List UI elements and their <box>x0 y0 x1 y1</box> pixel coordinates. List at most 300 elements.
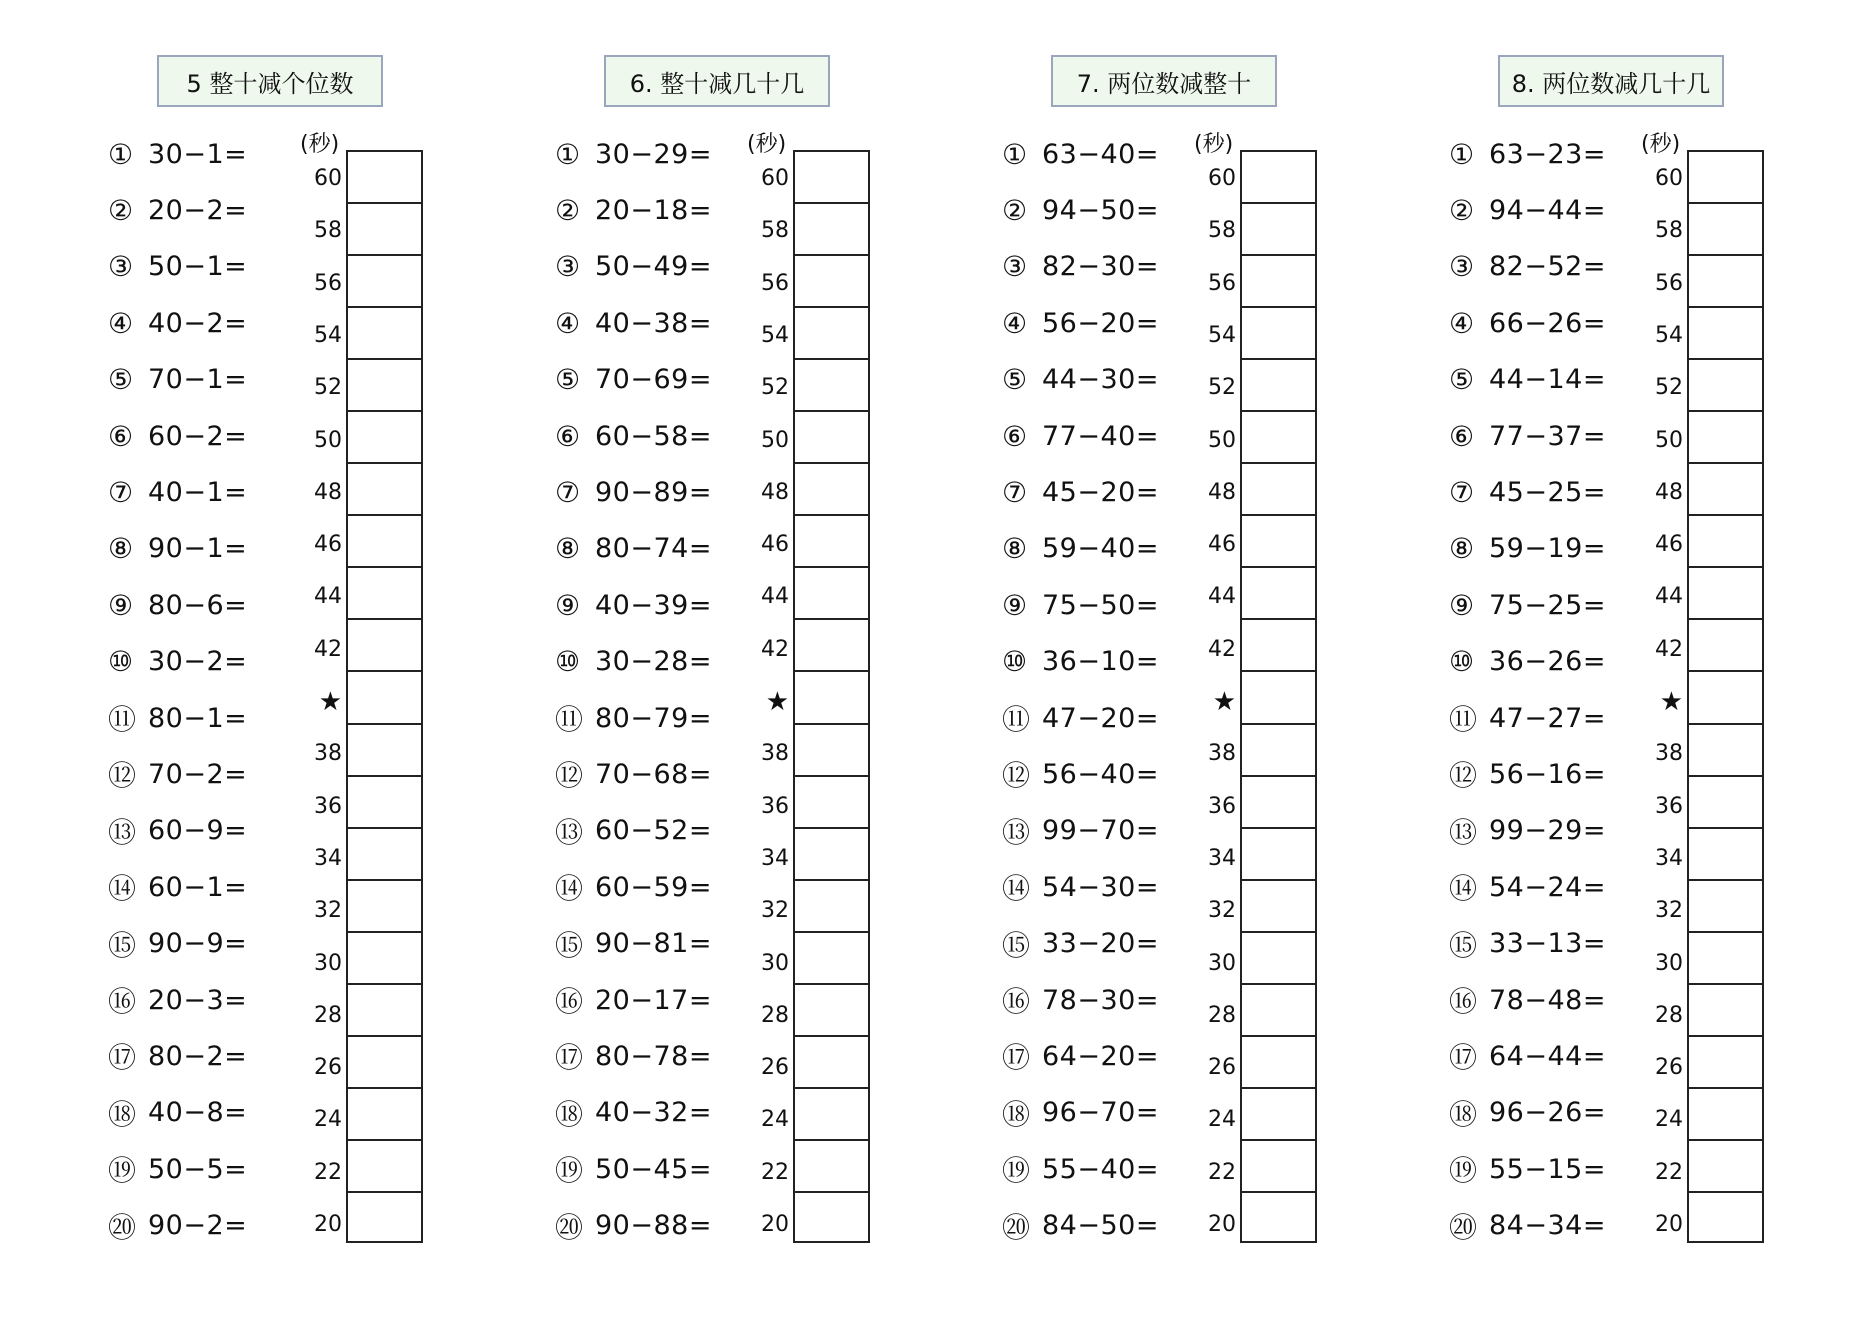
problem-row <box>555 1036 712 1076</box>
problem-number: ⑲ <box>555 1154 584 1188</box>
time-bar-cell[interactable] <box>1242 983 1315 1037</box>
problem-number: ⑭ <box>1449 872 1478 906</box>
problem-number: ⑤ <box>1002 363 1028 397</box>
time-tick-label: 20 <box>1208 1212 1236 1237</box>
time-tick-label: 22 <box>314 1159 342 1185</box>
time-bar-cell[interactable] <box>1242 462 1315 516</box>
problem-number: ① <box>108 137 134 171</box>
problem-expression: 84−50= <box>1042 1210 1159 1242</box>
problem-row <box>1002 867 1159 907</box>
problem-expression: 60−52= <box>595 815 712 847</box>
problem-expression: 40−32= <box>595 1097 712 1129</box>
time-tick-label: 36 <box>761 793 789 819</box>
problem-number: ⑪ <box>108 703 137 736</box>
problem-expression: 47−20= <box>1042 702 1159 734</box>
time-bar-cell[interactable] <box>348 723 421 777</box>
time-bar-cell[interactable] <box>348 1191 421 1245</box>
time-tick-label: 30 <box>761 950 789 976</box>
problem-row <box>1449 1036 1606 1076</box>
time-bar-bottom <box>348 1241 421 1243</box>
time-tick-label: 50 <box>1208 427 1236 453</box>
time-bar-cell[interactable] <box>1689 983 1762 1037</box>
problem-number: ⑦ <box>108 475 134 509</box>
time-bar-cell[interactable] <box>1242 775 1315 829</box>
time-bar-cell[interactable] <box>1242 1035 1315 1089</box>
problem-number: ⑯ <box>1002 985 1031 1018</box>
time-bar-cell[interactable] <box>1242 202 1315 256</box>
problem-number: ⑫ <box>1002 759 1031 793</box>
problem-row <box>1449 1149 1606 1189</box>
time-bar-cell[interactable] <box>1242 1191 1315 1245</box>
time-bar-cell[interactable] <box>348 566 421 620</box>
time-tick-label: 20 <box>1655 1212 1683 1237</box>
problem-number: ⑦ <box>1449 475 1475 509</box>
time-tick-label: 44 <box>314 584 342 610</box>
problem-row <box>555 416 712 456</box>
time-tick-label: 24 <box>1655 1107 1683 1133</box>
time-bar-cell[interactable] <box>1689 566 1762 620</box>
problem-row <box>1449 303 1606 343</box>
problem-number: ⑥ <box>108 419 134 453</box>
star-marker: ★ <box>765 687 789 717</box>
problem-row <box>1449 247 1606 287</box>
time-bar-cell[interactable] <box>348 410 421 464</box>
time-bar-cell[interactable] <box>1689 202 1762 256</box>
time-bar-cell[interactable] <box>348 462 421 516</box>
problem-expression: 59−40= <box>1042 533 1159 565</box>
problem-expression: 70−68= <box>595 758 712 790</box>
problem-expression: 55−40= <box>1042 1153 1159 1185</box>
time-bar-cell[interactable] <box>1242 618 1315 672</box>
time-bar-cell[interactable] <box>1242 306 1315 360</box>
time-tick-label: 58 <box>314 218 342 244</box>
time-tick-label: 48 <box>1655 479 1683 505</box>
problem-expression: 90−81= <box>595 928 712 960</box>
time-tick-label: 48 <box>761 479 789 505</box>
time-bar-cell[interactable] <box>348 1087 421 1141</box>
time-bar-cell[interactable] <box>1689 775 1762 829</box>
time-bar-cell[interactable] <box>1242 410 1315 464</box>
problem-number: ⑦ <box>555 475 581 509</box>
time-bar-cell[interactable] <box>795 1087 868 1141</box>
problem-number: ⑩ <box>1002 645 1028 679</box>
time-bar-cell[interactable] <box>795 983 868 1037</box>
problem-number: ⑪ <box>555 703 584 736</box>
time-bar-cell[interactable] <box>348 514 421 568</box>
time-tick-label: 52 <box>314 375 342 401</box>
time-tick-label: 36 <box>314 793 342 819</box>
time-tick-label: 60 <box>761 166 789 191</box>
time-bar-cell[interactable] <box>795 1035 868 1089</box>
problem-row <box>555 1093 712 1133</box>
time-bar-cell[interactable] <box>1242 150 1315 204</box>
time-bar <box>1240 150 1317 1243</box>
time-bar-cell[interactable] <box>795 618 868 672</box>
problem-number: ③ <box>555 250 581 284</box>
problem-expression: 54−30= <box>1042 871 1159 903</box>
problem-expression: 70−1= <box>148 364 248 396</box>
problem-number: ⑳ <box>1449 1210 1478 1244</box>
time-bar-cell[interactable] <box>1242 1087 1315 1141</box>
time-bar-cell[interactable] <box>795 202 868 256</box>
problem-expression: 80−78= <box>595 1040 712 1072</box>
problem-row <box>1002 585 1159 625</box>
problem-row <box>108 811 247 851</box>
problem-number: ⑯ <box>108 985 137 1018</box>
time-bar-cell[interactable] <box>348 150 421 204</box>
problem-number: ⑤ <box>555 363 581 397</box>
time-tick-label: 56 <box>1655 270 1683 296</box>
problem-number: ③ <box>1002 250 1028 284</box>
problem-expression: 80−1= <box>148 702 248 734</box>
problem-expression: 55−15= <box>1489 1153 1606 1185</box>
time-tick-label: 56 <box>761 270 789 296</box>
problem-number: ⑨ <box>1449 588 1475 622</box>
problem-row <box>108 529 247 569</box>
star-marker: ★ <box>318 687 342 717</box>
time-bar-cell[interactable] <box>795 514 868 568</box>
time-bar-cell[interactable] <box>1689 1139 1762 1193</box>
problem-row <box>1449 1206 1606 1246</box>
problem-number: ⑫ <box>1449 759 1478 793</box>
time-bar-cell[interactable] <box>795 931 868 985</box>
problem-number: ⑨ <box>1002 588 1028 622</box>
problem-number: ④ <box>108 306 134 340</box>
problem-number: ⑱ <box>555 1097 584 1131</box>
time-bar-cell[interactable] <box>795 358 868 412</box>
problem-row <box>1449 585 1606 625</box>
problem-expression: 56−20= <box>1042 307 1159 339</box>
time-bar-cell[interactable] <box>348 1139 421 1193</box>
problem-row <box>555 360 712 400</box>
problem-expression: 60−2= <box>148 420 248 452</box>
problem-number: ⑧ <box>1002 532 1028 566</box>
problem-number: ⑧ <box>108 532 134 566</box>
problem-expression: 47−27= <box>1489 702 1606 734</box>
problem-number: ⑩ <box>555 645 581 679</box>
time-bar-cell[interactable] <box>348 1035 421 1089</box>
problem-expression: 70−69= <box>595 364 712 396</box>
problem-expression: 94−44= <box>1489 194 1606 226</box>
time-bar-cell[interactable] <box>348 827 421 881</box>
time-tick-label: 34 <box>1208 845 1236 871</box>
time-bar-cell[interactable] <box>1242 1139 1315 1193</box>
problem-expression: 20−18= <box>595 194 712 226</box>
time-bar-cell[interactable] <box>1689 1035 1762 1089</box>
problem-number: ⑬ <box>555 815 584 849</box>
time-bar-bottom <box>795 1241 868 1243</box>
time-tick-label: 34 <box>314 845 342 871</box>
problem-row <box>1449 190 1606 230</box>
problem-number: ⑦ <box>1002 475 1028 509</box>
problem-number: ⑭ <box>555 872 584 906</box>
time-bar-cell[interactable] <box>348 358 421 412</box>
time-bar-cell[interactable] <box>1689 1191 1762 1245</box>
time-tick-label: 60 <box>1655 166 1683 191</box>
problem-number: ② <box>108 193 134 227</box>
problem-row <box>1449 360 1606 400</box>
time-tick-label: 50 <box>761 427 789 453</box>
problem-number: ⑩ <box>1449 645 1475 679</box>
problem-row <box>108 754 247 794</box>
problem-row <box>108 1206 247 1246</box>
seconds-label: (秒) <box>1641 132 1681 157</box>
star-marker: ★ <box>1659 687 1683 717</box>
problem-number: ④ <box>1002 306 1028 340</box>
problem-row <box>555 811 712 851</box>
time-bar-cell[interactable] <box>1689 410 1762 464</box>
problem-expression: 50−5= <box>148 1153 248 1185</box>
problem-expression: 82−52= <box>1489 251 1606 283</box>
time-bar-cell[interactable] <box>1242 514 1315 568</box>
time-tick-label: 46 <box>1655 532 1683 558</box>
problem-expression: 30−28= <box>595 646 712 678</box>
problem-number: ⑯ <box>555 985 584 1018</box>
time-tick-label: 32 <box>314 898 342 924</box>
problem-number: ⑳ <box>555 1210 584 1244</box>
problem-number: ③ <box>1449 250 1475 284</box>
time-bar-cell[interactable] <box>348 931 421 985</box>
problem-number: ⑭ <box>1002 872 1031 906</box>
problem-number: ⑬ <box>108 815 137 849</box>
time-bar-cell[interactable] <box>1689 670 1762 724</box>
time-tick-label: 22 <box>1208 1159 1236 1185</box>
problem-row <box>1002 1149 1159 1189</box>
problem-number: ② <box>1002 193 1028 227</box>
time-bar-cell[interactable] <box>1242 931 1315 985</box>
time-bar-cell[interactable] <box>1689 358 1762 412</box>
time-tick-label: 26 <box>1208 1055 1236 1081</box>
time-bar-cell[interactable] <box>348 983 421 1037</box>
time-bar-cell[interactable] <box>1689 618 1762 672</box>
time-tick-label: 42 <box>1208 636 1236 662</box>
section-title: 6. 整十减几十几 <box>604 55 830 107</box>
time-tick-label: 22 <box>761 1159 789 1185</box>
problem-expression: 40−38= <box>595 307 712 339</box>
problem-expression: 40−1= <box>148 476 248 508</box>
time-bar-cell[interactable] <box>1689 514 1762 568</box>
time-tick-label: 56 <box>1208 270 1236 296</box>
time-bar-cell[interactable] <box>795 723 868 777</box>
problem-row <box>1002 190 1159 230</box>
time-tick-label: 38 <box>314 741 342 767</box>
time-tick-label: 54 <box>761 322 789 348</box>
problem-expression: 56−40= <box>1042 758 1159 790</box>
problem-row <box>108 472 247 512</box>
problem-row <box>1002 472 1159 512</box>
time-tick-label: 24 <box>761 1107 789 1133</box>
problem-row <box>1449 698 1606 738</box>
time-bar-cell[interactable] <box>348 775 421 829</box>
problem-row <box>1002 529 1159 569</box>
time-bar-cell[interactable] <box>1242 670 1315 724</box>
problem-number: ⑥ <box>555 419 581 453</box>
problem-expression: 20−17= <box>595 984 712 1016</box>
problem-row <box>108 1036 247 1076</box>
problem-row <box>1002 1036 1159 1076</box>
problem-row <box>108 698 247 738</box>
problem-expression: 66−26= <box>1489 307 1606 339</box>
time-tick-label: 38 <box>761 741 789 767</box>
time-bar-cell[interactable] <box>795 150 868 204</box>
time-bar-cell[interactable] <box>1689 306 1762 360</box>
problem-expression: 36−10= <box>1042 646 1159 678</box>
time-tick-label: 32 <box>1655 898 1683 924</box>
problem-expression: 70−2= <box>148 758 248 790</box>
time-bar-cell[interactable] <box>1689 254 1762 308</box>
problem-number: ⑳ <box>1002 1210 1031 1244</box>
time-bar-cell[interactable] <box>795 879 868 933</box>
problem-expression: 78−48= <box>1489 984 1606 1016</box>
time-bar-cell[interactable] <box>348 618 421 672</box>
problem-expression: 64−44= <box>1489 1040 1606 1072</box>
problem-number: ① <box>1449 137 1475 171</box>
problem-row <box>555 754 712 794</box>
problem-row <box>1002 303 1159 343</box>
time-bar-cell[interactable] <box>1242 358 1315 412</box>
time-bar-cell[interactable] <box>348 879 421 933</box>
time-bar-cell[interactable] <box>1242 879 1315 933</box>
time-tick-label: 28 <box>314 1002 342 1028</box>
problem-row <box>108 190 247 230</box>
problem-row <box>555 924 712 964</box>
problem-expression: 60−59= <box>595 871 712 903</box>
time-tick-label: 38 <box>1208 741 1236 767</box>
section-title: 8. 两位数减几十几 <box>1498 55 1724 107</box>
problem-expression: 30−29= <box>595 138 712 170</box>
star-marker: ★ <box>1212 687 1236 717</box>
time-bar-cell[interactable] <box>348 306 421 360</box>
problem-number: ③ <box>108 250 134 284</box>
time-bar-cell[interactable] <box>795 827 868 881</box>
problem-row <box>108 585 247 625</box>
time-bar-cell[interactable] <box>795 306 868 360</box>
time-tick-label: 44 <box>1208 584 1236 610</box>
problem-expression: 90−89= <box>595 476 712 508</box>
time-bar-cell[interactable] <box>1689 827 1762 881</box>
problem-expression: 20−3= <box>148 984 248 1016</box>
problem-number: ① <box>1002 137 1028 171</box>
time-bar-cell[interactable] <box>795 775 868 829</box>
problem-row <box>555 190 712 230</box>
problem-number: ② <box>1449 193 1475 227</box>
problem-number: ⑮ <box>108 928 137 962</box>
time-bar-cell[interactable] <box>1689 931 1762 985</box>
problem-row <box>555 585 712 625</box>
time-tick-label: 42 <box>314 636 342 662</box>
time-bar-cell[interactable] <box>348 202 421 256</box>
time-bar-cell[interactable] <box>348 254 421 308</box>
problem-expression: 44−14= <box>1489 364 1606 396</box>
problem-number: ⑪ <box>1002 703 1031 736</box>
problem-row <box>555 867 712 907</box>
time-tick-label: 54 <box>1208 322 1236 348</box>
time-bar-cell[interactable] <box>1689 723 1762 777</box>
problem-row <box>108 247 247 287</box>
time-bar-cell[interactable] <box>1242 723 1315 777</box>
time-bar-cell[interactable] <box>1689 462 1762 516</box>
time-bar-cell[interactable] <box>795 1191 868 1245</box>
time-tick-label: 36 <box>1655 793 1683 819</box>
problem-expression: 90−2= <box>148 1210 248 1242</box>
time-bar-cell[interactable] <box>1242 827 1315 881</box>
problem-row <box>108 642 247 682</box>
time-tick-label: 28 <box>761 1002 789 1028</box>
problem-row <box>108 303 247 343</box>
problem-row <box>1449 1093 1606 1133</box>
time-tick-label: 54 <box>314 322 342 348</box>
time-tick-label: 22 <box>1655 1159 1683 1185</box>
time-bar-cell[interactable] <box>1689 1087 1762 1141</box>
problem-expression: 75−25= <box>1489 589 1606 621</box>
problem-expression: 90−9= <box>148 928 248 960</box>
problem-number: ① <box>555 137 581 171</box>
time-tick-label: 42 <box>761 636 789 662</box>
problem-row <box>1002 247 1159 287</box>
problem-row <box>1449 642 1606 682</box>
problem-row <box>108 416 247 456</box>
problem-expression: 80−74= <box>595 533 712 565</box>
problem-expression: 80−6= <box>148 589 248 621</box>
problem-number: ⑰ <box>1449 1041 1478 1075</box>
time-bar-cell[interactable] <box>1242 566 1315 620</box>
time-tick-label: 28 <box>1655 1002 1683 1028</box>
problem-expression: 94−50= <box>1042 194 1159 226</box>
time-bar-cell[interactable] <box>795 410 868 464</box>
problem-number: ⑬ <box>1002 815 1031 849</box>
time-tick-label: 28 <box>1208 1002 1236 1028</box>
time-tick-label: 58 <box>1655 218 1683 244</box>
problem-number: ⑲ <box>1002 1154 1031 1188</box>
time-bar-cell[interactable] <box>1689 879 1762 933</box>
problem-number: ⑪ <box>1449 703 1478 736</box>
problem-expression: 90−1= <box>148 533 248 565</box>
time-tick-label: 46 <box>761 532 789 558</box>
problem-expression: 90−88= <box>595 1210 712 1242</box>
problem-number: ⑳ <box>108 1210 137 1244</box>
problem-number: ⑧ <box>555 532 581 566</box>
problem-number: ⑲ <box>108 1154 137 1188</box>
time-bar-cell[interactable] <box>795 670 868 724</box>
time-bar-cell[interactable] <box>348 670 421 724</box>
problem-expression: 63−23= <box>1489 138 1606 170</box>
problem-expression: 75−50= <box>1042 589 1159 621</box>
problem-number: ⑨ <box>555 588 581 622</box>
time-tick-label: 54 <box>1655 322 1683 348</box>
problem-number: ⑮ <box>555 928 584 962</box>
problem-row <box>1002 698 1159 738</box>
problem-row <box>1449 472 1606 512</box>
problem-expression: 96−70= <box>1042 1097 1159 1129</box>
problem-row <box>1449 529 1606 569</box>
time-tick-label: 36 <box>1208 793 1236 819</box>
time-bar-cell[interactable] <box>795 462 868 516</box>
time-bar-cell[interactable] <box>795 1139 868 1193</box>
seconds-label: (秒) <box>747 132 787 157</box>
problem-row <box>108 924 247 964</box>
problem-number: ⑰ <box>108 1041 137 1075</box>
time-bar-cell[interactable] <box>1242 254 1315 308</box>
time-tick-label: 58 <box>1208 218 1236 244</box>
time-bar-cell[interactable] <box>795 254 868 308</box>
time-bar-cell[interactable] <box>1689 150 1762 204</box>
time-tick-label: 34 <box>761 845 789 871</box>
time-bar <box>793 150 870 1243</box>
time-bar <box>1687 150 1764 1243</box>
time-tick-label: 42 <box>1655 636 1683 662</box>
time-bar-cell[interactable] <box>795 566 868 620</box>
time-tick-label: 30 <box>1208 950 1236 976</box>
